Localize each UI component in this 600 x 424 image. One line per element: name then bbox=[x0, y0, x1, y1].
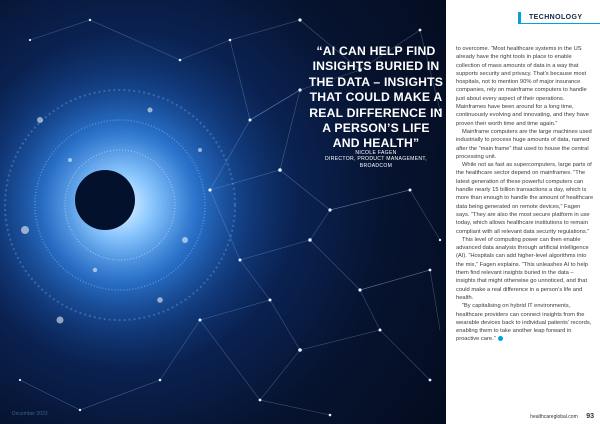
page-footer bbox=[496, 405, 594, 423]
end-mark-icon bbox=[498, 336, 503, 341]
quote-attribution bbox=[310, 150, 442, 169]
article-paragraph: Mainframe computers are the large machines used industrially to process huge amounts of data, named after the “main frame” that used to house the central processing unit. bbox=[456, 128, 592, 160]
section-label: TECHNOLOGY bbox=[529, 14, 583, 21]
article-paragraph: This level of computing power can then enable advanced data analysis through artificial intelligence (AI). “Hospitals can add higher-level algorithms into the mix,” Fagen explains. “This unleashes AI to help them find relevant insights buried in the data – insights that might otherwise go unnoticed, and that could make a real difference in a person’s life and health. bbox=[456, 236, 589, 301]
section-accent-bar bbox=[518, 12, 521, 24]
article-paragraph-text: “By capitalising on hybrid IT environments, healthcare providers can connect insights from the wearable devices back to individual patients’ records, enabling them to take another leap forward in proactive care.” bbox=[456, 303, 592, 343]
pull-quote: “AI CAN HELP FIND INSIGHTS BURIED IN THE DATA – INSIGHTS THAT COULD MAKE A REAL DIFFERENCE IN A PERSON’S LIFE AND HEALTH” bbox=[308, 44, 444, 151]
attribution-name: NICOLE FAGEN bbox=[355, 150, 397, 156]
page-number: 93 bbox=[586, 413, 594, 420]
article-paragraph-last bbox=[456, 302, 594, 343]
article-paragraph: to overcome. “Most healthcare systems in the US already have the right tools in place to enable collection of mass amounts of data in a way that supports security and privacy. That’s because most hospitals, not to mention 90% of major insurance companies, rely on mainframe computers to handle just about every aspect of their operations. Mainframes have been around for a long time, continuously evolving and innovating, and they have proven their worth time and time again.” bbox=[456, 46, 589, 127]
article-body bbox=[456, 45, 594, 344]
footer-site: healthcareglobal.com bbox=[530, 414, 578, 420]
iris-glow bbox=[0, 30, 295, 380]
attribution-title: DIRECTOR, PRODUCT MANAGEMENT, BROADCOM bbox=[325, 156, 427, 169]
issue-date: December 2023 bbox=[12, 411, 48, 417]
section-tag bbox=[518, 12, 600, 24]
article-paragraph: While not as fast as supercomputers, large parts of the healthcare sector depend on mainframes. “The latest generation of these powerful computers can handle nearly 15 billion transactions a day, which is more than enough to handle the amount of healthcare data being generated on remote devices,” Fagen says. “They are also the most secure platform in use today, which allows healthcare institutions to remain compliant with all relevant data security regulations.” bbox=[456, 162, 594, 235]
pupil bbox=[75, 170, 135, 230]
